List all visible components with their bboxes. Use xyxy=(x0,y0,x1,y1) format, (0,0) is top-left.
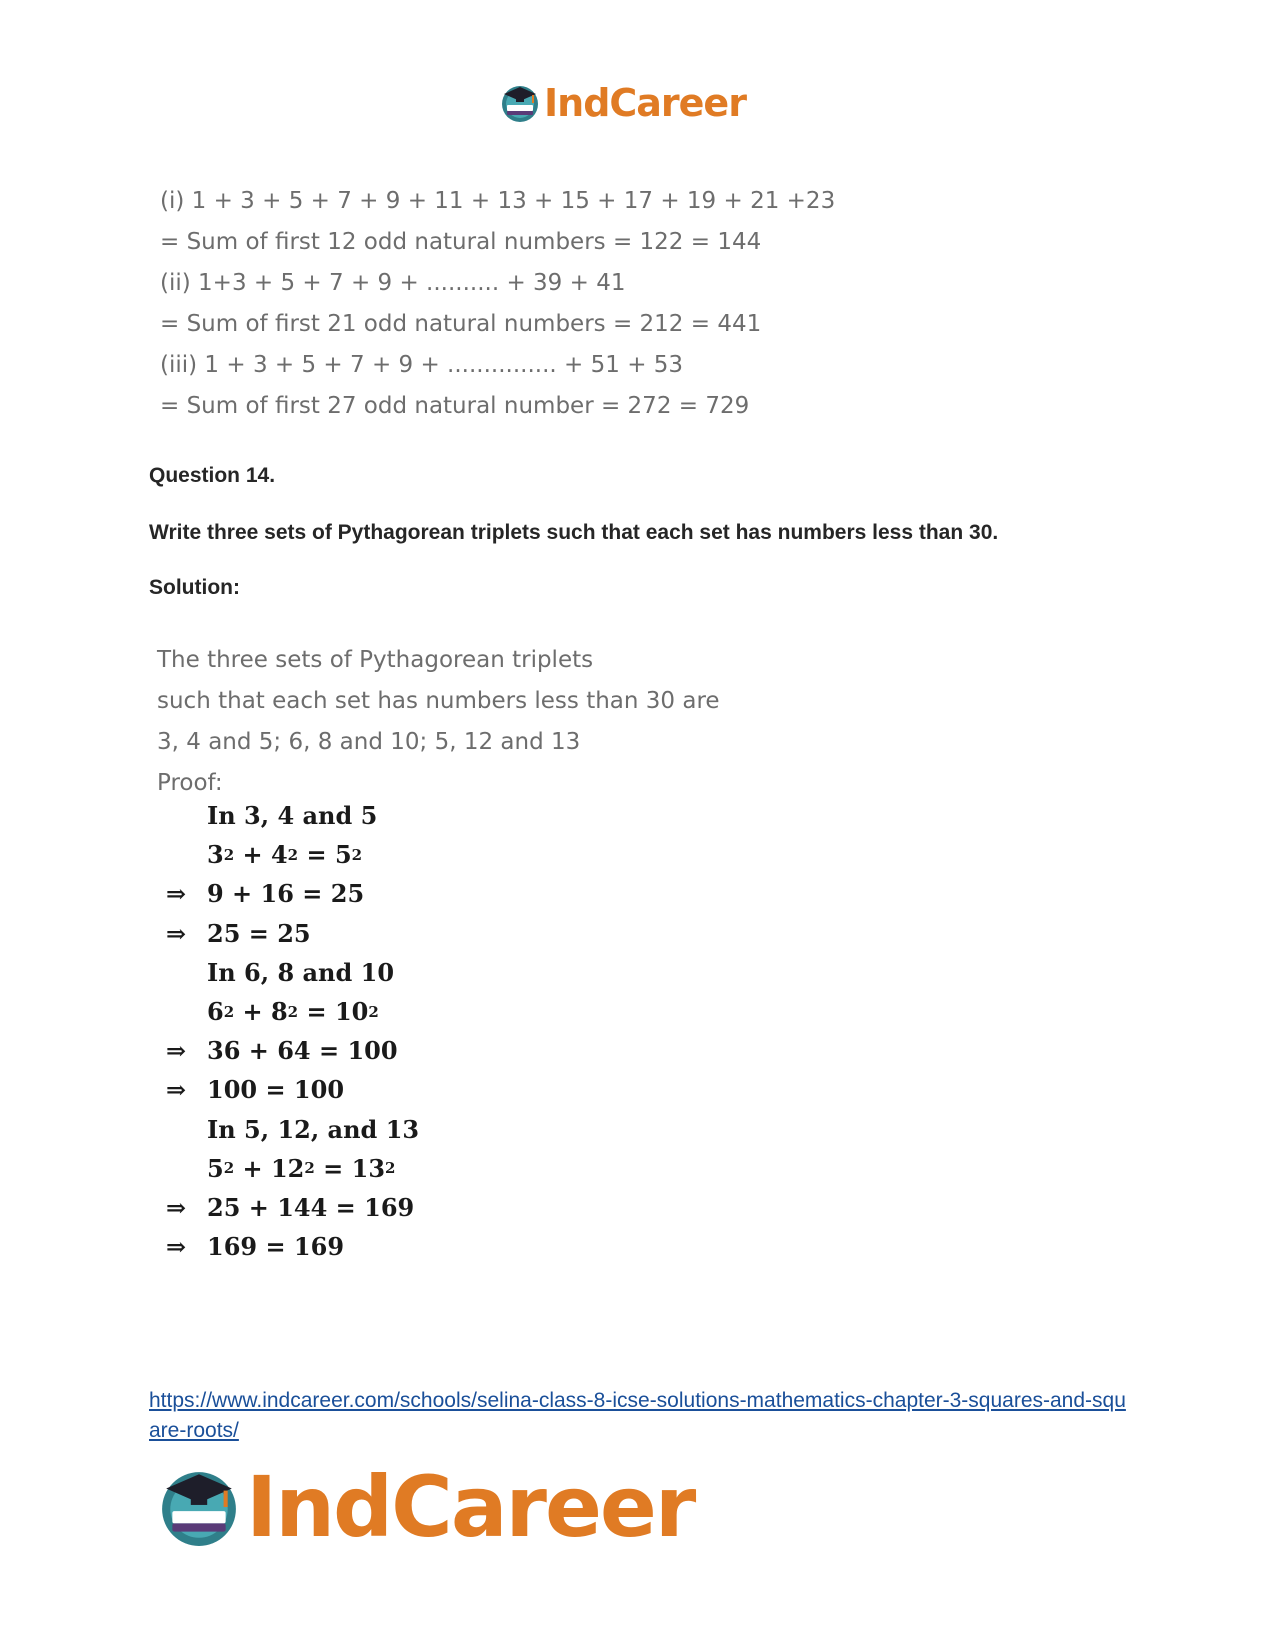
text-line: such that each set has numbers less than 30 are xyxy=(157,688,720,714)
text-line: = Sum of first 21 odd natural numbers = 212 = 441 xyxy=(160,311,762,337)
implies-icon: ⇒ xyxy=(166,1075,187,1105)
text-line: (ii) 1+3 + 5 + 7 + 9 + .......... + 39 + 41 xyxy=(160,270,626,296)
proof-line xyxy=(166,1110,419,1149)
proof-line: ⇒ 9 + 16 = 25 xyxy=(166,879,365,909)
graduation-cap-book-globe-icon xyxy=(500,83,540,123)
text-line: (iii) 1 + 3 + 5 + 7 + 9 + ............... + 51 + 53 xyxy=(160,352,684,378)
question-title: Question 14. xyxy=(149,464,276,487)
proof-equation: 5 2 + 12 2 = 13 2 xyxy=(207,1153,396,1183)
source-link[interactable]: https://www.indcareer.com/schools/selina-class-8-icse-solutions-mathematics-chapter-3-squares-and-square-roots/ xyxy=(149,1389,1126,1442)
implies-icon: ⇒ xyxy=(166,918,187,948)
proof-equation: 6 2 + 8 2 = 10 2 xyxy=(207,997,379,1027)
proof-line: ⇒ 25 + 144 = 169 xyxy=(166,1192,415,1222)
text-line: (i) 1 + 3 + 5 + 7 + 9 + 11 + 13 + 15 + 17 + 19 + 21 +23 xyxy=(160,188,836,214)
graduation-cap-book-globe-icon xyxy=(158,1466,240,1548)
proof-line: ⇒ 25 = 25 xyxy=(166,918,311,948)
logo-text: IndCareer xyxy=(544,81,746,125)
text-line: = Sum of first 27 odd natural number = 272 = 729 xyxy=(160,393,750,419)
proof-line xyxy=(166,953,419,992)
footer-logo xyxy=(158,1458,695,1556)
logo-text: IndCareer xyxy=(246,1458,695,1556)
text-line: Proof: xyxy=(157,770,223,796)
solution-block xyxy=(157,640,720,804)
solution-label: Solution: xyxy=(149,576,240,599)
header-logo xyxy=(500,78,746,128)
implies-icon: ⇒ xyxy=(166,1232,187,1262)
proof-equation: 3 2 + 4 2 = 5 2 xyxy=(207,840,363,870)
text-line: 3, 4 and 5; 6, 8 and 10; 5, 12 and 13 xyxy=(157,729,581,755)
implies-icon: ⇒ xyxy=(166,1192,187,1222)
previous-answer-block xyxy=(160,181,835,427)
proof-block xyxy=(166,796,419,1266)
proof-line: ⇒ 100 = 100 xyxy=(166,1075,345,1105)
set1-intro: In 3, 4 and 5 xyxy=(207,801,378,831)
implies-icon: ⇒ xyxy=(166,879,187,909)
proof-line xyxy=(166,796,419,835)
set2-intro: In 6, 8 and 10 xyxy=(207,957,395,987)
text-line: = Sum of first 12 odd natural numbers = 122 = 144 xyxy=(160,229,762,255)
question-text: Write three sets of Pythagorean triplets such that each set has numbers less than 30. xyxy=(149,521,999,544)
set3-intro: In 5, 12, and 13 xyxy=(207,1114,420,1144)
implies-icon: ⇒ xyxy=(166,1036,187,1066)
proof-line: ⇒ 36 + 64 = 100 xyxy=(166,1036,398,1066)
proof-line: ⇒ 169 = 169 xyxy=(166,1232,345,1262)
text-line: The three sets of Pythagorean triplets xyxy=(157,647,594,673)
